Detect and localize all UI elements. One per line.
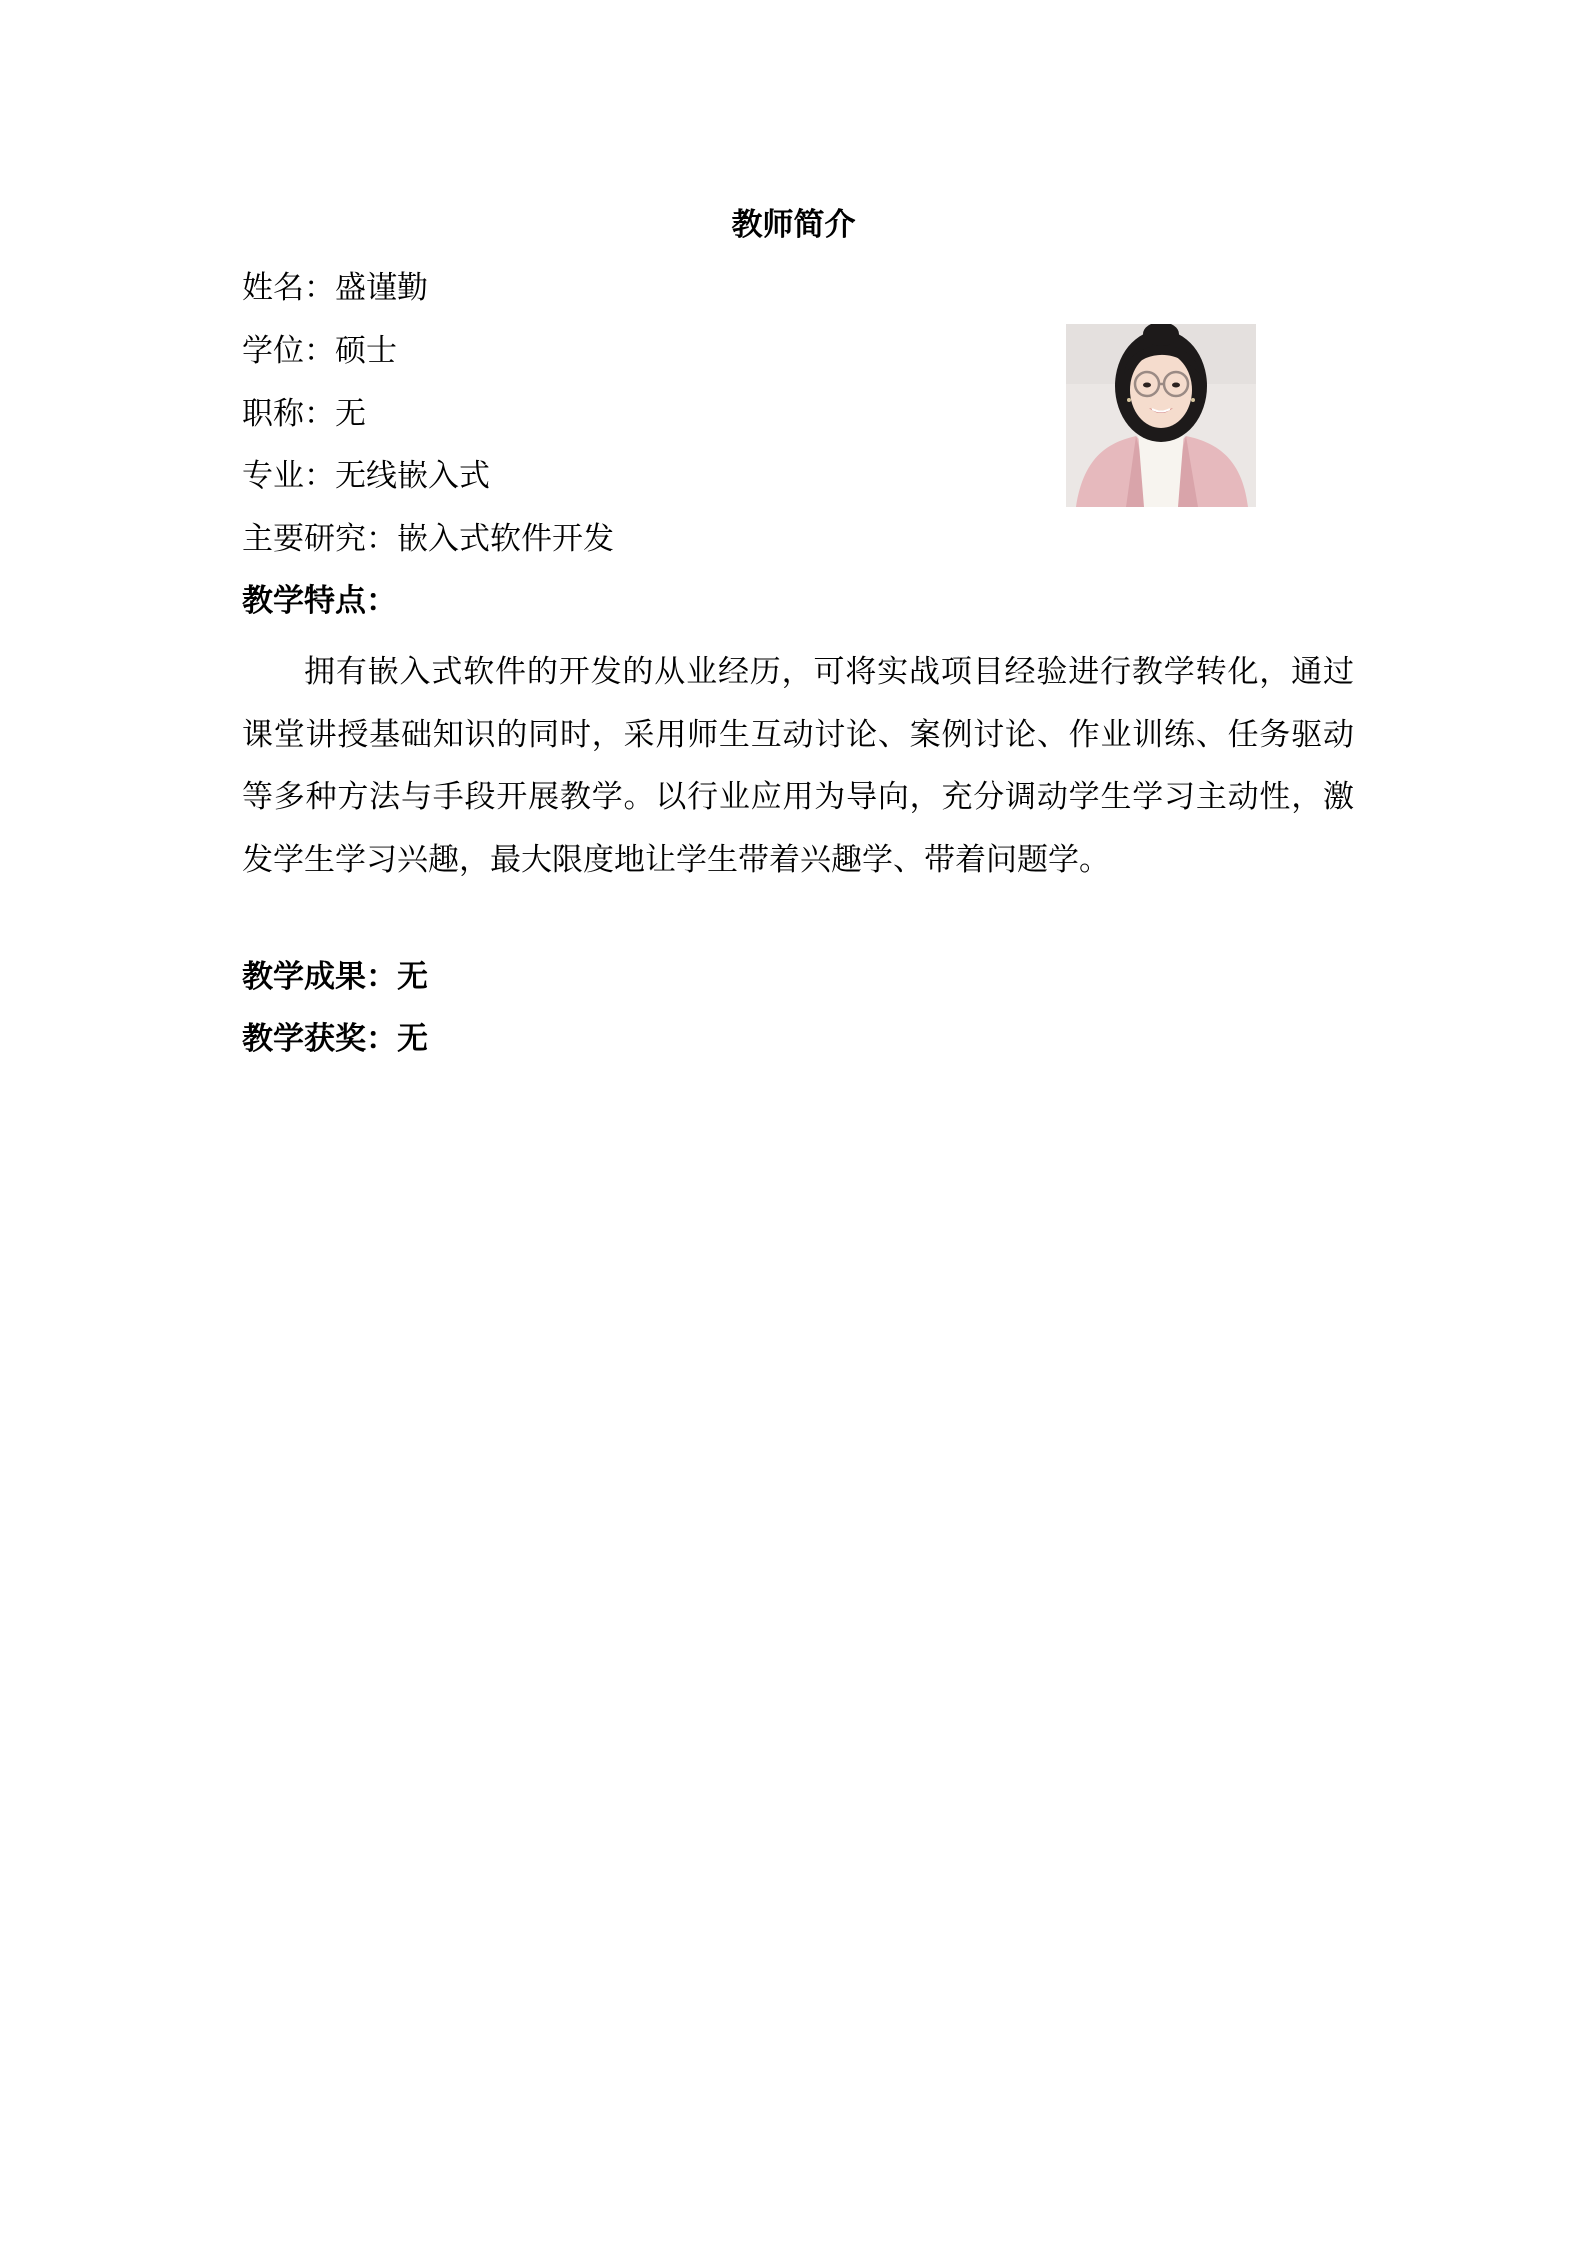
major-row (242, 456, 490, 496)
research-value: 嵌入式软件开发 (397, 521, 614, 557)
degree-row (242, 331, 397, 371)
name-row (242, 268, 428, 308)
achievements-row (242, 957, 428, 997)
awards-row (242, 1019, 428, 1059)
research-row (242, 519, 614, 559)
degree-label: 学位： (242, 333, 335, 369)
name-label: 姓名： (242, 270, 335, 306)
awards-label: 教学获奖： (242, 1021, 397, 1057)
achievements-label: 教学成果： (242, 959, 397, 995)
awards-value: 无 (397, 1021, 428, 1057)
teaching-features-text: 拥有嵌入式软件的开发的从业经历，可将实战项目经验进行教学转化，通过课堂讲授基础知识的同时，采用师生互动讨论、案例讨论、作业训练、任务驱动等多种方法与手段开展教学。以行业应用为导向，充分调动学生学习主动性，激发学生学习兴趣，最大限度地让学生带着兴趣学、带着问题学。 (242, 654, 1354, 878)
rank-row (242, 394, 366, 434)
teacher-photo (1066, 324, 1256, 507)
achievements-value: 无 (397, 959, 428, 995)
major-value: 无线嵌入式 (335, 458, 490, 494)
research-label: 主要研究： (242, 521, 397, 557)
rank-label: 职称： (242, 396, 335, 432)
major-label: 专业： (242, 458, 335, 494)
name-value: 盛谨勤 (335, 270, 428, 306)
degree-value: 硕士 (335, 333, 397, 369)
page-title: 教师简介 (731, 207, 856, 243)
rank-value: 无 (335, 396, 366, 432)
teaching-features-heading: 教学特点： (242, 583, 397, 619)
